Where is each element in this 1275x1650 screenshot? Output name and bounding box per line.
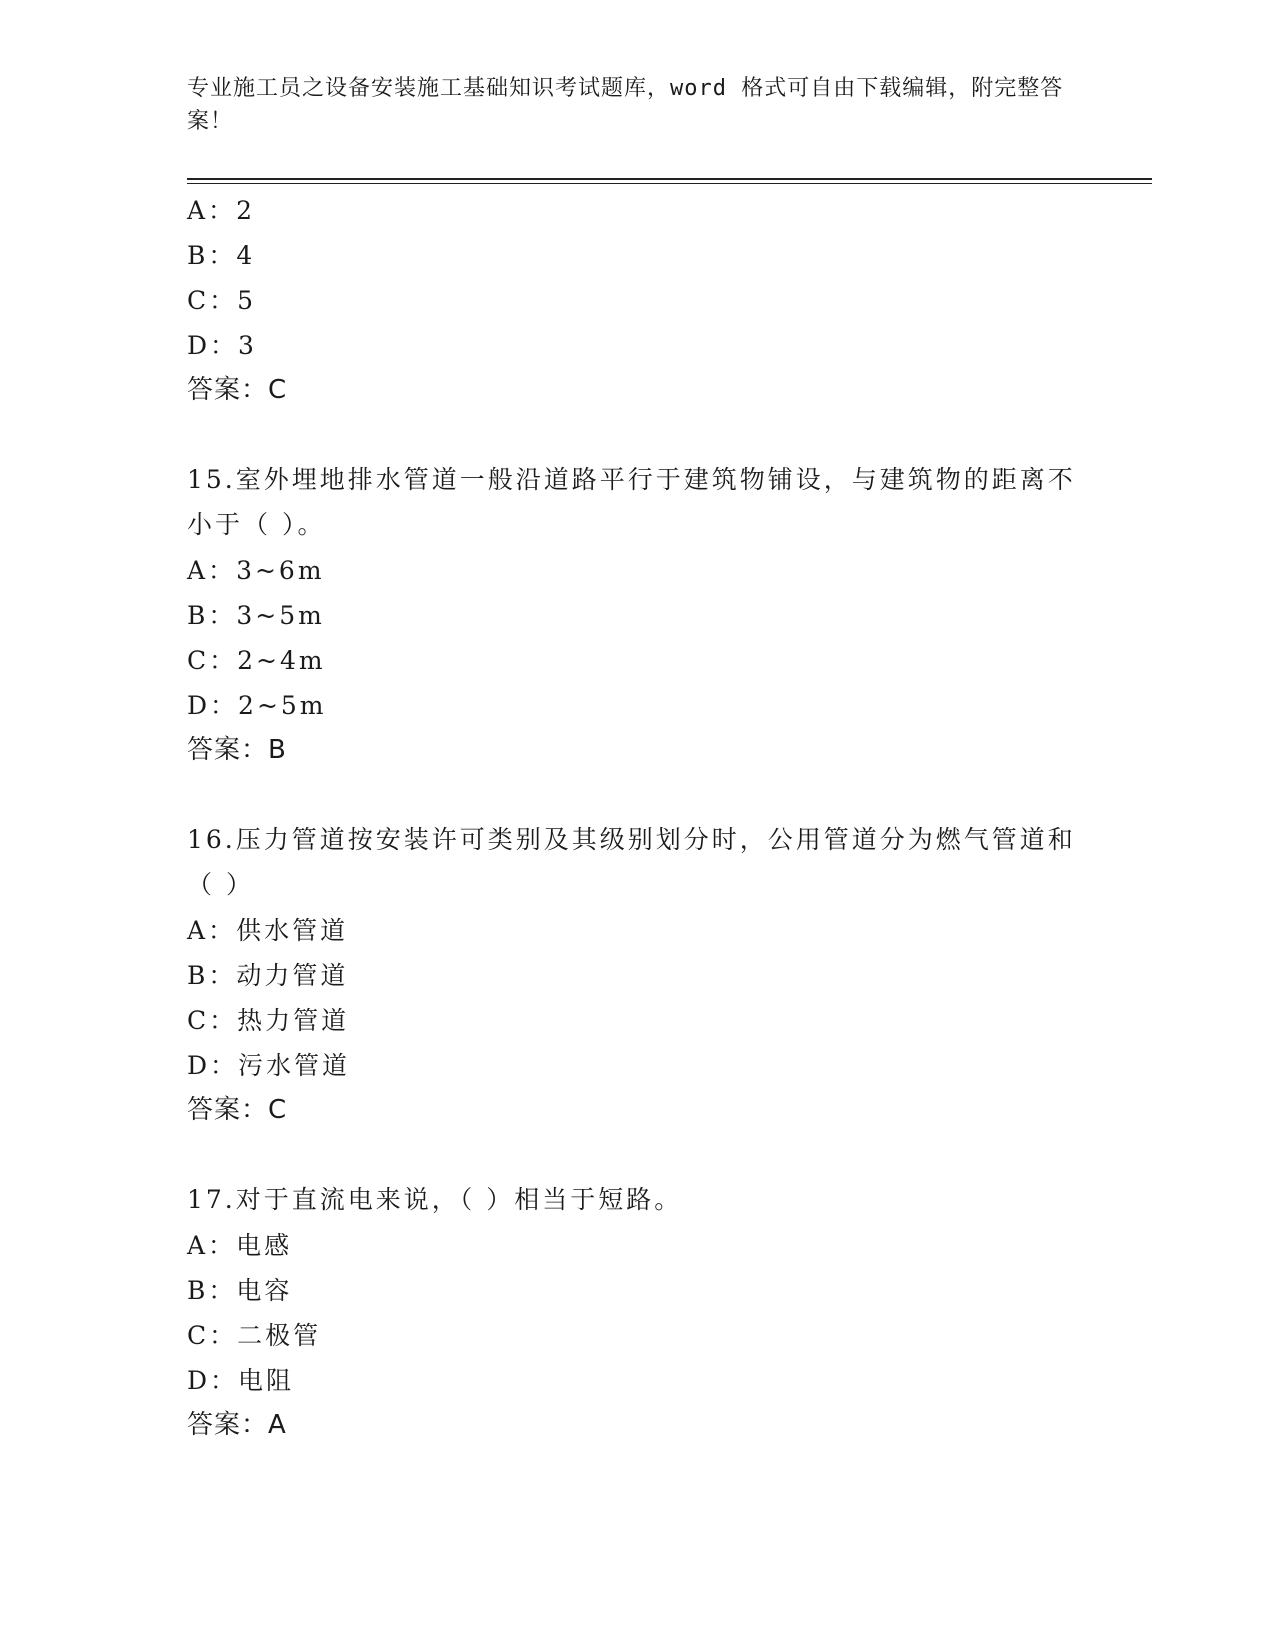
q17-option-d: D：电阻 xyxy=(187,1366,295,1395)
question-16-stem: 16.压力管道按安装许可类别及其级别划分时，公用管道分为燃气管道和（ ） xyxy=(187,825,1076,899)
header-rule-thin xyxy=(187,183,1152,184)
document-header: 专业施工员之设备安装施工基础知识考试题库，word 格式可自由下载编辑，附完整答案！ xyxy=(187,76,1064,134)
prev-option-b: B：4 xyxy=(187,241,256,270)
prev-option-c: C：5 xyxy=(187,286,257,315)
header-rule-thick xyxy=(187,178,1152,180)
q15-option-d: D：2~5m xyxy=(187,691,327,720)
q16-option-a: A：供水管道 xyxy=(187,916,349,945)
prev-answer: 答案：C xyxy=(187,375,288,405)
question-17-stem: 17.对于直流电来说，（ ）相当于短路。 xyxy=(187,1185,683,1214)
q17-option-b: B：电容 xyxy=(187,1276,293,1305)
q16-option-c: C：热力管道 xyxy=(187,1006,350,1035)
question-15-stem: 15.室外埋地排水管道一般沿道路平行于建筑物铺设，与建筑物的距离不小于（ ）。 xyxy=(187,465,1076,539)
q17-option-c: C：二极管 xyxy=(187,1321,322,1350)
q15-answer: 答案：B xyxy=(187,735,287,765)
q16-option-d: D：污水管道 xyxy=(187,1051,351,1080)
prev-option-a: A：2 xyxy=(187,196,255,225)
q15-option-c: C：2~4m xyxy=(187,646,326,675)
q15-option-a: A：3~6m xyxy=(187,556,325,585)
prev-option-d: D：3 xyxy=(187,331,257,360)
q16-answer: 答案：C xyxy=(187,1095,288,1125)
q15-option-b: B：3~5m xyxy=(187,601,325,630)
q17-option-a: A：电感 xyxy=(187,1231,293,1260)
q16-option-b: B：动力管道 xyxy=(187,961,349,990)
q17-answer: 答案：A xyxy=(187,1410,287,1440)
